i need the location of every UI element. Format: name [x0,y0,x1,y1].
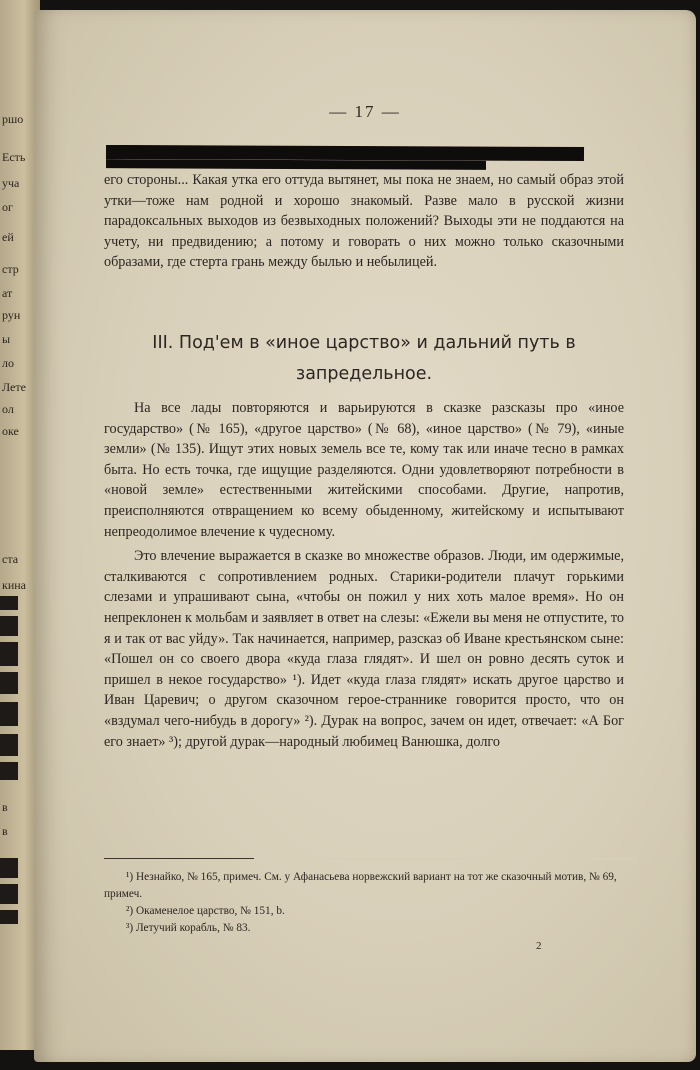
left-page-fragment: Есть [2,150,26,164]
body-paragraph: На все лады повторяются и варьируются в сказке разсказы про «иное государство» (№ 165), «другое царство» (№ 68), «иное царство» (№ 79), «иные земли» (№ 135). Ищут этих новых земель все те, кому так или иначе тесно в рамках быта. Но есть точка, где ищущие разделяются. Одни удовлетворяют потребности в «новой земле» естественными житейскими способами. Другие, напротив, преисполняются отвращением ко всему обыденному, житейскому и испытывают непреодолимое влечение к чудесному. [104,400,624,540]
left-page-redaction [0,616,18,636]
left-page-fragment: ршо [2,112,24,126]
left-page-redaction [0,702,18,726]
body-paragraph: Это влечение выражается в сказке во множестве образов. Люди, им одержимые, сталкиваются с сопротивлением родных. Старики-родители плачут горькими слезами и упрашивают сына, «чтобы он пожил у них хоть малое время». Но он непреклонен к мольбам и заявляет в ответ на слезы: «Ежели вы меня не отпустите, то я и так от вас уйду». Так начинается, например, разсказ об Иване крестьянском сыне: «Пошел он со своего двора «куда глаза глядят». И шел он ровно десять суток и пришел в некое государство» ¹). Идет «куда глаза глядят» искать другое царство и Иван Царевич; о другом сказочном герое-страннике говорится просто, что он «вздумал чего-нибудь в дорогу» ²). Дурак на вопрос, зачем он идет, отвечает: «А Бог его знает» ³); другой дурак—народный любимец Ванюшка, долго [104,548,624,750]
left-page-redaction [0,734,18,756]
intro-paragraph-block [104,170,624,273]
footnote: ¹) Незнайко, № 165, примеч. См. у Афанасьева норвежский вариант на тот же сказочный мотив, № 69, примеч. [104,871,617,900]
left-page-fragment: ста [2,552,19,566]
left-page-fragment: оке [2,424,19,438]
left-page-fragment: в [2,800,8,814]
left-page-fragment: уча [2,176,20,190]
left-page-redaction [0,596,18,610]
left-page-redaction [0,858,18,878]
page-number: — 17 — [329,102,401,121]
left-page-redaction [0,762,18,780]
left-page-fragment: ло [2,356,14,370]
left-page-fragment: кина [2,578,26,592]
redaction-bar [106,159,486,170]
book-page [34,10,696,1062]
body-text [104,398,624,752]
left-page-fragment: ы [2,332,11,346]
intro-paragraph: его стороны... Какая утка его оттуда вытянет, мы пока не знаем, но самый образ этой утки—тоже нам родной и хорошо знакомый. Разве мало в русской жизни парадоксальных выходов из безвыходных положений? Выходы эти не поддаются на учету, ни предвидению; а потому и говорать о них можно только сказочными образами, где стерта грань между былью и небылицей. [104,172,624,271]
section-heading-line: III. Под'ем в «иное царство» и дальний путь в [152,333,576,353]
left-page-fragment: рун [2,308,21,322]
left-page-redaction [0,884,18,904]
section-heading-line: запредельное. [295,364,433,384]
left-page-fragment: ол [2,402,14,416]
footnotes [104,858,624,937]
left-page-redaction [0,642,18,666]
footnote: ³) Летучий корабль, № 83. [126,922,251,934]
section-heading [94,328,634,390]
left-page-fragment: Лете [2,380,26,394]
left-page-fragment: в [2,824,8,838]
left-page-fragment: ат [2,286,13,300]
left-page-fragment: стр [2,262,19,276]
left-page-fragment: ог [2,200,13,214]
left-page-fragment: ей [2,230,14,244]
left-page-redaction [0,910,18,924]
left-page-redaction [0,672,18,694]
footnote: ²) Окаменелое царство, № 151, b. [126,905,285,917]
signature-mark: 2 [536,940,542,952]
